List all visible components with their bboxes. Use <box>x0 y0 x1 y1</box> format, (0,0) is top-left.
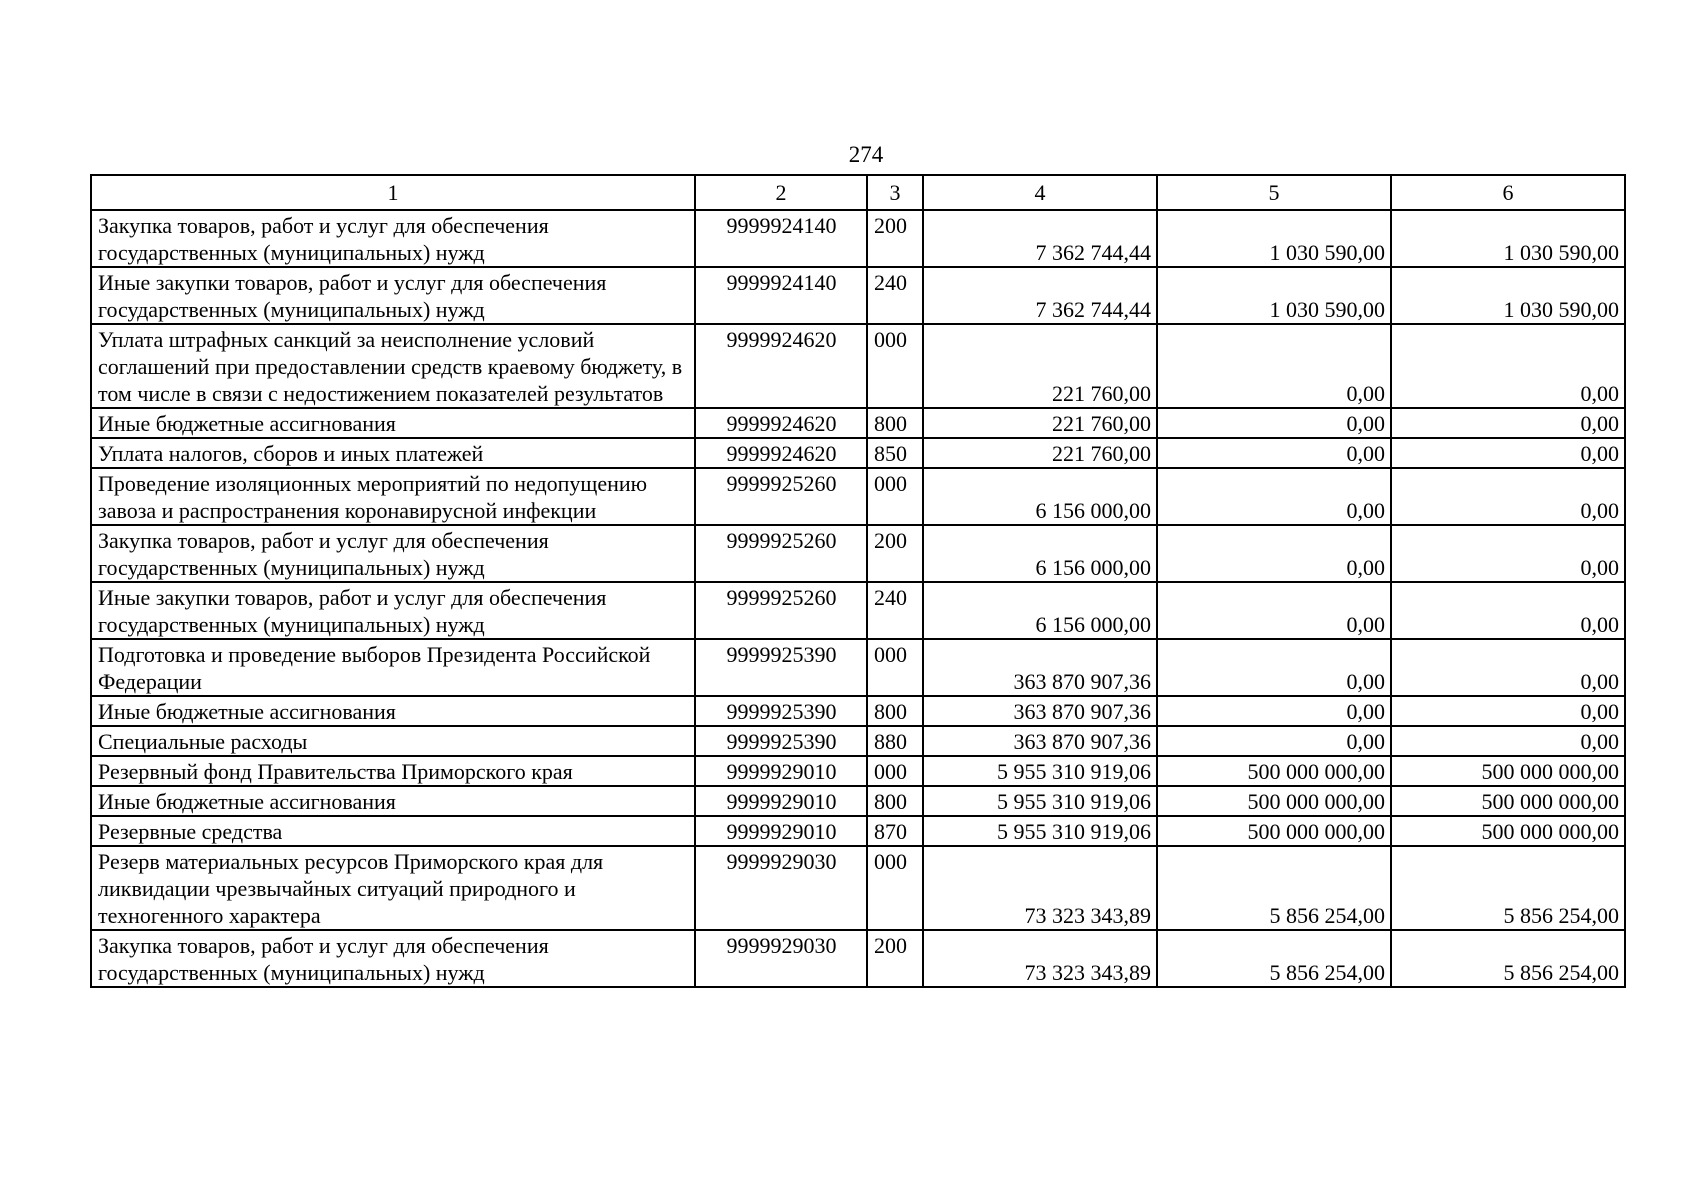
column-header: 6 <box>1391 175 1625 210</box>
row-kind-cell: 000 <box>867 756 923 786</box>
table-row <box>91 726 1625 756</box>
row-kind-cell: 850 <box>867 438 923 468</box>
column-header: 2 <box>695 175 867 210</box>
row-code-cell: 9999925260 <box>695 582 867 639</box>
row-amount-4-cell: 6 156 000,00 <box>923 582 1157 639</box>
row-amount-5-cell: 0,00 <box>1157 324 1391 408</box>
row-amount-4-cell: 7 362 744,44 <box>923 210 1157 267</box>
row-amount-6-cell: 0,00 <box>1391 726 1625 756</box>
row-kind-cell: 200 <box>867 525 923 582</box>
row-amount-6-cell: 500 000 000,00 <box>1391 786 1625 816</box>
row-kind-cell: 800 <box>867 696 923 726</box>
row-amount-5-cell: 1 030 590,00 <box>1157 267 1391 324</box>
row-code-cell: 9999925260 <box>695 468 867 525</box>
header-row <box>91 175 1625 210</box>
row-amount-6-cell: 0,00 <box>1391 525 1625 582</box>
row-amount-4-cell: 73 323 343,89 <box>923 930 1157 987</box>
row-name-cell: Иные закупки товаров, работ и услуг для обеспечения государственных (муниципальных) нужд <box>91 267 695 324</box>
table-row <box>91 324 1625 408</box>
row-name-cell: Специальные расходы <box>91 726 695 756</box>
row-amount-6-cell: 5 856 254,00 <box>1391 846 1625 930</box>
row-amount-5-cell: 500 000 000,00 <box>1157 816 1391 846</box>
row-amount-4-cell: 73 323 343,89 <box>923 846 1157 930</box>
row-kind-cell: 200 <box>867 930 923 987</box>
row-code-cell: 9999925390 <box>695 726 867 756</box>
row-amount-5-cell: 0,00 <box>1157 438 1391 468</box>
table-row <box>91 696 1625 726</box>
row-amount-5-cell: 0,00 <box>1157 582 1391 639</box>
row-amount-4-cell: 5 955 310 919,06 <box>923 816 1157 846</box>
table-row <box>91 582 1625 639</box>
column-header: 3 <box>867 175 923 210</box>
column-header: 1 <box>91 175 695 210</box>
row-name-cell: Проведение изоляционных мероприятий по недопущению завоза и распространения коронавирусной инфекции <box>91 468 695 525</box>
row-name-cell: Закупка товаров, работ и услуг для обеспечения государственных (муниципальных) нужд <box>91 930 695 987</box>
row-code-cell: 9999925260 <box>695 525 867 582</box>
row-name-cell: Иные бюджетные ассигнования <box>91 786 695 816</box>
column-header: 5 <box>1157 175 1391 210</box>
row-amount-4-cell: 363 870 907,36 <box>923 639 1157 696</box>
row-name-cell: Закупка товаров, работ и услуг для обеспечения государственных (муниципальных) нужд <box>91 210 695 267</box>
table-row <box>91 756 1625 786</box>
row-code-cell: 9999924140 <box>695 267 867 324</box>
row-amount-4-cell: 5 955 310 919,06 <box>923 756 1157 786</box>
row-code-cell: 9999924620 <box>695 324 867 408</box>
row-amount-6-cell: 1 030 590,00 <box>1391 267 1625 324</box>
row-amount-4-cell: 221 760,00 <box>923 408 1157 438</box>
table-row <box>91 786 1625 816</box>
row-amount-6-cell: 0,00 <box>1391 582 1625 639</box>
table-row <box>91 210 1625 267</box>
row-kind-cell: 870 <box>867 816 923 846</box>
row-code-cell: 9999924140 <box>695 210 867 267</box>
row-kind-cell: 200 <box>867 210 923 267</box>
row-kind-cell: 000 <box>867 468 923 525</box>
row-amount-4-cell: 221 760,00 <box>923 438 1157 468</box>
table-row <box>91 408 1625 438</box>
row-kind-cell: 800 <box>867 786 923 816</box>
row-kind-cell: 800 <box>867 408 923 438</box>
row-kind-cell: 000 <box>867 324 923 408</box>
row-kind-cell: 240 <box>867 582 923 639</box>
row-code-cell: 9999924620 <box>695 438 867 468</box>
row-amount-5-cell: 0,00 <box>1157 639 1391 696</box>
column-header: 4 <box>923 175 1157 210</box>
row-name-cell: Подготовка и проведение выборов Президента Российской Федерации <box>91 639 695 696</box>
row-amount-6-cell: 0,00 <box>1391 324 1625 408</box>
row-amount-6-cell: 0,00 <box>1391 639 1625 696</box>
row-name-cell: Иные бюджетные ассигнования <box>91 408 695 438</box>
row-code-cell: 9999929030 <box>695 846 867 930</box>
row-code-cell: 9999925390 <box>695 639 867 696</box>
row-code-cell: 9999929010 <box>695 816 867 846</box>
table-row <box>91 468 1625 525</box>
table-row <box>91 525 1625 582</box>
row-amount-5-cell: 5 856 254,00 <box>1157 846 1391 930</box>
row-amount-6-cell: 1 030 590,00 <box>1391 210 1625 267</box>
table-row <box>91 930 1625 987</box>
row-name-cell: Резервный фонд Правительства Приморского края <box>91 756 695 786</box>
row-amount-5-cell: 0,00 <box>1157 525 1391 582</box>
page-number: 274 <box>848 142 884 167</box>
row-kind-cell: 880 <box>867 726 923 756</box>
row-code-cell: 9999929030 <box>695 930 867 987</box>
row-amount-6-cell: 5 856 254,00 <box>1391 930 1625 987</box>
row-amount-4-cell: 221 760,00 <box>923 324 1157 408</box>
row-code-cell: 9999924620 <box>695 408 867 438</box>
row-amount-4-cell: 6 156 000,00 <box>923 468 1157 525</box>
table-row <box>91 846 1625 930</box>
row-amount-4-cell: 363 870 907,36 <box>923 726 1157 756</box>
row-name-cell: Закупка товаров, работ и услуг для обеспечения государственных (муниципальных) нужд <box>91 525 695 582</box>
row-amount-5-cell: 0,00 <box>1157 408 1391 438</box>
table-row <box>91 639 1625 696</box>
row-code-cell: 9999929010 <box>695 756 867 786</box>
row-name-cell: Уплата штрафных санкций за неисполнение условий соглашений при предоставлении средств краевому бюджету, в том числе в связи с недостижением показателей результатов <box>91 324 695 408</box>
row-amount-6-cell: 500 000 000,00 <box>1391 816 1625 846</box>
row-name-cell: Иные закупки товаров, работ и услуг для обеспечения государственных (муниципальных) нужд <box>91 582 695 639</box>
row-kind-cell: 000 <box>867 846 923 930</box>
row-amount-5-cell: 0,00 <box>1157 726 1391 756</box>
row-amount-4-cell: 5 955 310 919,06 <box>923 786 1157 816</box>
row-kind-cell: 240 <box>867 267 923 324</box>
row-kind-cell: 000 <box>867 639 923 696</box>
row-name-cell: Уплата налогов, сборов и иных платежей <box>91 438 695 468</box>
table-row <box>91 816 1625 846</box>
row-amount-6-cell: 0,00 <box>1391 408 1625 438</box>
row-amount-5-cell: 0,00 <box>1157 696 1391 726</box>
row-amount-4-cell: 7 362 744,44 <box>923 267 1157 324</box>
row-amount-5-cell: 500 000 000,00 <box>1157 786 1391 816</box>
budget-table <box>90 174 1626 988</box>
row-amount-6-cell: 0,00 <box>1391 438 1625 468</box>
row-amount-6-cell: 0,00 <box>1391 696 1625 726</box>
row-amount-4-cell: 6 156 000,00 <box>923 525 1157 582</box>
row-amount-6-cell: 0,00 <box>1391 468 1625 525</box>
row-name-cell: Резерв материальных ресурсов Приморского края для ликвидации чрезвычайных ситуаций природного и техногенного характера <box>91 846 695 930</box>
row-code-cell: 9999925390 <box>695 696 867 726</box>
row-code-cell: 9999929010 <box>695 786 867 816</box>
row-name-cell: Иные бюджетные ассигнования <box>91 696 695 726</box>
row-amount-5-cell: 1 030 590,00 <box>1157 210 1391 267</box>
row-amount-5-cell: 5 856 254,00 <box>1157 930 1391 987</box>
row-amount-4-cell: 363 870 907,36 <box>923 696 1157 726</box>
row-name-cell: Резервные средства <box>91 816 695 846</box>
row-amount-6-cell: 500 000 000,00 <box>1391 756 1625 786</box>
row-amount-5-cell: 500 000 000,00 <box>1157 756 1391 786</box>
table-row <box>91 438 1625 468</box>
row-amount-5-cell: 0,00 <box>1157 468 1391 525</box>
table-row <box>91 267 1625 324</box>
